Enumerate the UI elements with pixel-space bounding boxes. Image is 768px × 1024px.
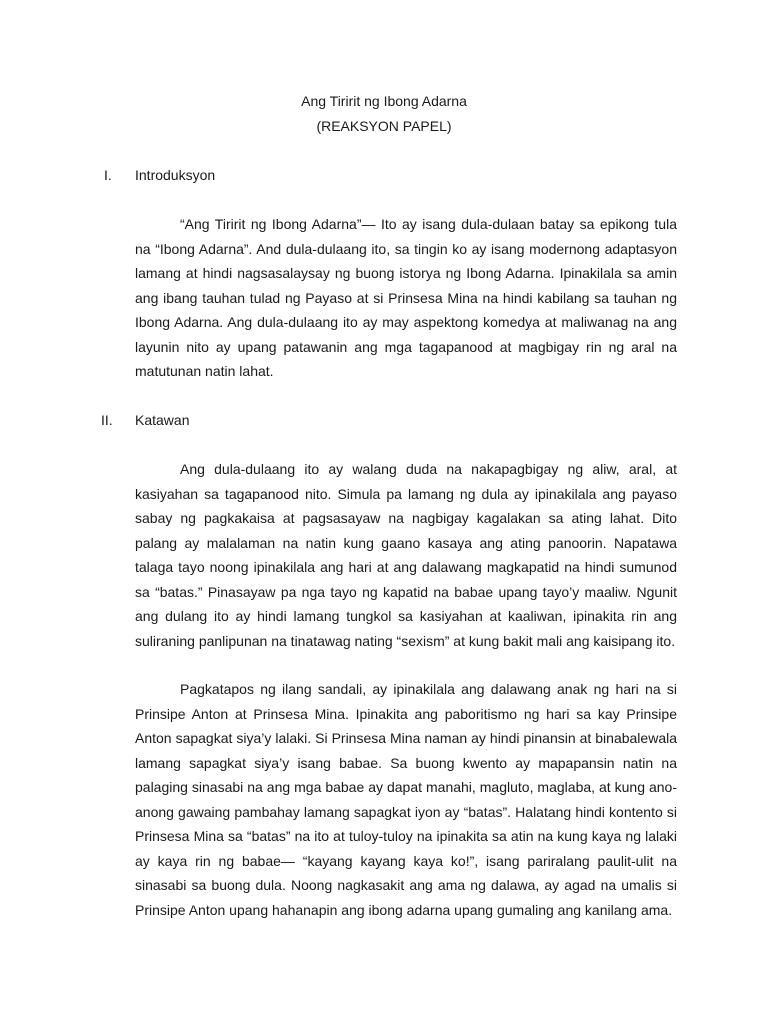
section-numeral: I. [104, 167, 112, 183]
section-numeral: II. [101, 412, 113, 428]
paragraph-katawan-2: Pagkatapos ng ilang sandali, ay ipinakilala ang dalawang anak ng hari na si Prinsipe Anton at Prinsesa Mina. Ipinakita ang paboritismo ng hari sa kay Prinsipe Anton sapagkat siya’y lalaki. Si Prinsesa Mina naman ay hindi pinansin at binabalewala lamang sapagkat siya’y isang babae. Sa buong kwento ay mapapansin natin na palaging sinasabi na ang mga babae ay dapat manahi, magluto, maglaba, at kung ano-anong gawaing pambahay lamang sapagkat iyon ay “batas”. Halatang hindi kontento si Prinsesa Mina sa “batas” na ito at tuloy-tuloy na ipinakita sa atin na kung kaya ng lalaki ay kaya rin ng babae— “kayang kayang kaya ko!”, isang parirala​ng paulit-ulit na sinasabi sa buong dula. Noong nagkasakit ang ama ng dalawa, ay agad na umalis si Prinsipe Anton upang hahanapin ang ibong adarna upang gumaling ang kanilang ama. [135, 681, 677, 918]
section-title: Introduksyon [135, 167, 216, 183]
paragraph-katawan-1: Ang dula-dulaang ito ay walang duda na nakapagbigay ng aliw, aral, at kasiyahan sa tagapanood nito. Simula pa lamang ng dula ay ipinakilala ang payaso sabay ng pagkakaisa at pagsasayaw na nagbigay kagalakan sa ating lahat. Dito palang ay malalaman na natin kung gaano kasaya ang ating panoorin. Napatawa talaga tayo noong ipinakilala ang hari at ang dalawang magkapatid na hindi sumunod sa “batas.” Pinasayaw pa nga tayo ng kapatid na babae upang tayo’y maaliw. Ngunit ang dulang ito ay hindi lamang tungkol sa kasiyahan at kaaliwan, ipinakita rin ang suliraning panlipunan na tinatawag nating “sexism” at kung bakit mali ang kaisipang ito. [135, 461, 677, 649]
document-subtitle: (REAKSYON PAPEL) [316, 118, 452, 134]
document-title: Ang Tiririt ng Ibong Adarna [301, 93, 467, 109]
section-title: Katawan [135, 412, 190, 428]
paragraph-introduksyon: “Ang Tiririt ng Ibong Adarna”— Ito ay isang dula-dulaan batay sa epikong tula na “Ibong Adarna”. And dula-dulaang ito, sa tingin ko ay isang modernong adaptasyon lamang at hindi nagsasalaysay ng buong istorya ng Ibong Adarna. Ipinakilala sa amin ang ibang tauhan tulad ng Payaso at si Prinsesa Mina na hindi kabilang sa tauhan ng Ibong Adarna. Ang dula-dulaang ito ay may aspektong komedya at maliwanag na ang layunin nito ay upang patawanin ang mga tagapanood at magbigay rin ng aral na matutunan natin lahat. [135, 216, 677, 379]
